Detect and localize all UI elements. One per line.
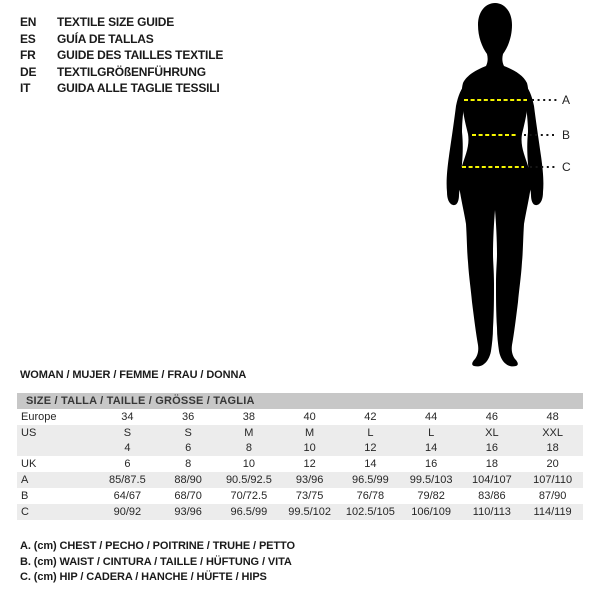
label-c: C xyxy=(562,160,571,174)
row-label: UK xyxy=(21,458,37,471)
size-value-cell: 90/92 xyxy=(113,505,142,518)
size-value-cell: 42 xyxy=(364,410,377,423)
language-row xyxy=(20,14,223,31)
size-value-cell: 104/107 xyxy=(471,474,512,487)
row-label: US xyxy=(21,426,37,439)
size-value-cell: 68/70 xyxy=(174,489,202,502)
size-value-cell: 114/119 xyxy=(533,505,572,518)
table-row xyxy=(17,504,583,520)
table-row xyxy=(17,425,583,441)
row-label: C xyxy=(21,505,29,518)
size-value-cell: 8 xyxy=(185,458,192,471)
size-value-cell: 10 xyxy=(242,458,255,471)
size-value-cell: M xyxy=(244,426,254,439)
size-value-cell: 99.5/102 xyxy=(288,505,332,518)
language-code: ES xyxy=(20,31,36,46)
language-row xyxy=(20,80,223,97)
size-value-cell: 102.5/105 xyxy=(345,505,395,518)
table-row xyxy=(17,488,583,504)
size-value-cell: 40 xyxy=(303,410,316,423)
size-value-cell: 12 xyxy=(364,442,377,455)
size-value-cell: 64/67 xyxy=(113,489,142,502)
size-value-cell: 12 xyxy=(303,458,316,471)
language-code: EN xyxy=(20,15,37,29)
size-value-cell: 46 xyxy=(485,410,498,423)
language-title: TEXTILE SIZE GUIDE xyxy=(57,15,175,29)
size-value-cell: 4 xyxy=(124,442,131,455)
size-value-cell: XXL xyxy=(542,426,564,439)
language-title: GUÍA DE TALLAS xyxy=(57,31,154,46)
size-value-cell: 73/75 xyxy=(295,489,324,502)
row-label: B xyxy=(21,489,29,502)
legend-line: C. (cm) HIP / CADERA / HANCHE / HÜFTE / HIPS xyxy=(20,571,267,583)
legend-line: B. (cm) WAIST / CINTURA / TAILLE / HÜFTUNG / VITA xyxy=(20,555,292,568)
table-row xyxy=(17,472,583,488)
language-code: FR xyxy=(20,48,36,63)
size-value-cell: L xyxy=(428,426,435,439)
size-value-cell: 18 xyxy=(485,458,498,471)
size-value-cell: 14 xyxy=(425,442,438,455)
legend-line: A. (cm) CHEST / PECHO / POITRINE / TRUHE / PETTO xyxy=(20,540,295,552)
size-table-header: SIZE / TALLA / TAILLE / GRÖSSE / TAGLIA xyxy=(17,393,583,409)
label-b: B xyxy=(562,128,571,142)
size-value-cell: 99.5/103 xyxy=(409,474,453,487)
size-value-cell: 96.5/99 xyxy=(352,474,389,487)
label-a: A xyxy=(562,93,571,107)
size-value-cell: 44 xyxy=(425,410,438,423)
size-value-cell: 93/96 xyxy=(295,474,324,487)
woman-silhouette xyxy=(447,3,544,366)
section-title: WOMAN / MUJER / FEMME / FRAU / DONNA xyxy=(20,369,247,381)
row-label: A xyxy=(21,474,29,487)
size-value-cell: 20 xyxy=(546,458,559,471)
size-value-cell: L xyxy=(367,426,374,439)
language-title: TEXTILGRÖßENFÜHRUNG xyxy=(57,64,206,79)
size-value-cell: 16 xyxy=(425,458,438,471)
language-title: GUIDE DES TAILLES TEXTILE xyxy=(57,48,224,63)
size-value-cell: 48 xyxy=(546,410,559,423)
size-value-cell: 107/110 xyxy=(533,474,573,487)
size-value-cell: M xyxy=(305,426,315,439)
size-value-cell: 16 xyxy=(485,442,498,455)
size-value-cell: 6 xyxy=(124,458,131,471)
size-value-cell: 14 xyxy=(364,458,377,471)
size-value-cell: 110/113 xyxy=(472,505,511,518)
size-value-cell: 76/78 xyxy=(356,489,385,502)
size-value-cell: 79/82 xyxy=(417,489,445,502)
size-value-cell: 8 xyxy=(245,442,252,455)
language-code: DE xyxy=(20,64,37,79)
language-list xyxy=(20,14,223,97)
language-row xyxy=(20,31,223,48)
measurement-legend xyxy=(20,539,295,586)
size-value-cell: 85/87.5 xyxy=(109,474,146,487)
language-row xyxy=(20,47,223,64)
size-value-cell: XL xyxy=(485,426,499,439)
size-value-cell: 36 xyxy=(182,410,195,423)
size-value-cell: 88/90 xyxy=(174,474,202,487)
size-value-cell: 90.5/92.5 xyxy=(225,474,272,487)
size-value-cell: 83/86 xyxy=(478,489,506,502)
row-label: Europe xyxy=(21,410,57,423)
size-value-cell: 6 xyxy=(185,442,192,455)
size-value-cell: 18 xyxy=(546,442,559,455)
size-value-cell: 10 xyxy=(303,442,316,455)
size-value-cell: 106/109 xyxy=(411,505,451,518)
table-row xyxy=(17,456,583,472)
size-value-cell: S xyxy=(123,426,132,439)
woman-silhouette-figure xyxy=(420,0,600,375)
size-value-cell: 34 xyxy=(121,410,134,423)
size-value-cell: 70/72.5 xyxy=(230,489,268,502)
language-row xyxy=(20,64,223,81)
size-value-cell: 38 xyxy=(242,410,255,423)
size-value-cell: 93/96 xyxy=(174,505,202,518)
size-table xyxy=(17,393,583,520)
table-row xyxy=(17,409,583,425)
table-row xyxy=(17,441,583,457)
size-value-cell: 96.5/99 xyxy=(230,505,268,518)
language-code: IT xyxy=(20,81,31,96)
size-value-cell: S xyxy=(184,426,192,439)
language-title: GUIDA ALLE TAGLIE TESSILI xyxy=(57,81,220,96)
size-value-cell: 87/90 xyxy=(538,489,567,502)
